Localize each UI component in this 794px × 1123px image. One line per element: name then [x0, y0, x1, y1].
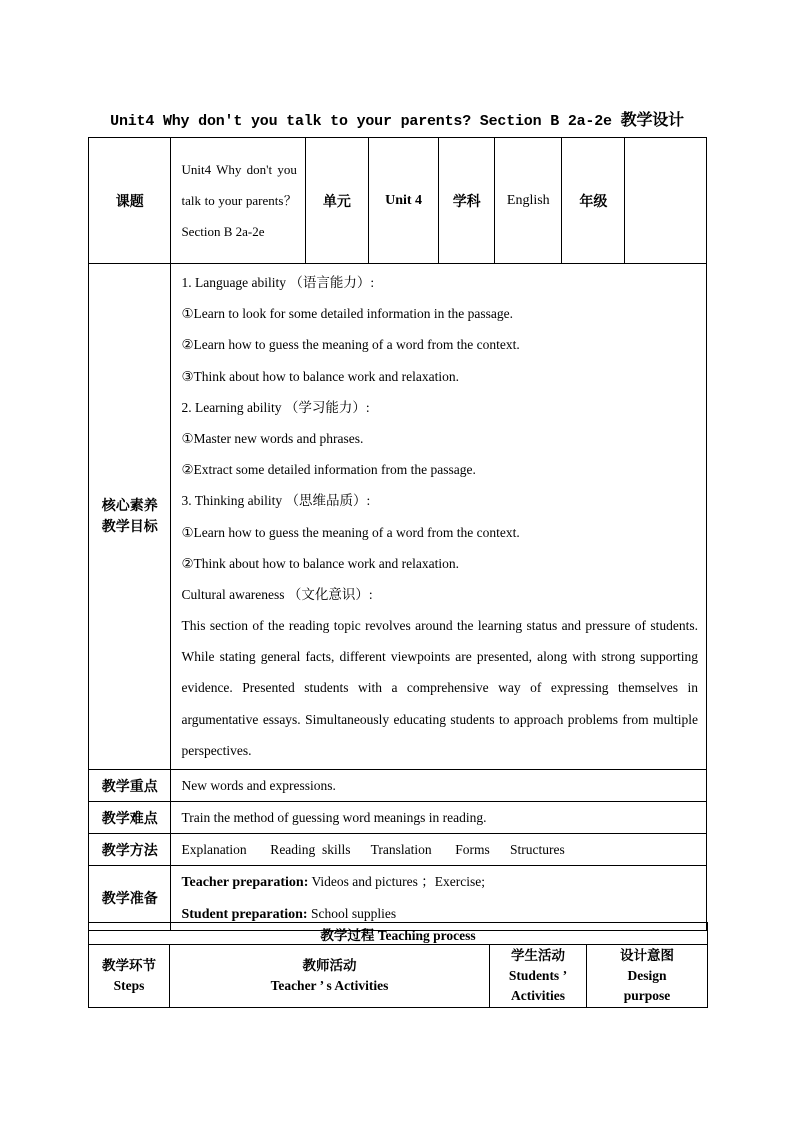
student-activities-cn: 学生活动 [511, 948, 565, 964]
goal-line: ②Think about how to balance work and relaxation. [181, 555, 459, 571]
grade-label: 年级 [562, 138, 625, 264]
student-activities-header [490, 945, 587, 1008]
process-title-row [89, 923, 708, 945]
student-activities-en1: Students ’ [508, 968, 568, 983]
goal-line: ①Master new words and phrases. [181, 430, 364, 446]
goal-line: ①Learn how to guess the meaning of a word from the context. [181, 524, 520, 540]
teacher-preparation-value: Videos and pictures ；Exercise; [308, 874, 485, 890]
design-purpose-cn: 设计意图 [620, 948, 674, 964]
document-title [0, 107, 794, 130]
topic-value: Unit4 Why don't you talk to your parents？ Section B 2a-2e [171, 138, 305, 264]
student-preparation-label: Student preparation: [181, 907, 308, 923]
methods-row [89, 834, 707, 866]
goal-line: 2. Learning ability （学习能力）: [181, 399, 370, 415]
topic-label: 课题 [89, 138, 171, 264]
methods-label: 教学方法 [89, 834, 171, 866]
teacher-activities-header [170, 945, 490, 1008]
title-en: Unit4 Why don't you talk to your parents? Section B 2a-2e [110, 113, 612, 130]
goal-line: ①Learn to look for some detailed information in the passage. [181, 306, 513, 322]
steps-header-cn: 教学环节 [102, 958, 156, 974]
topic-row [89, 138, 707, 264]
lesson-info-table [88, 137, 707, 931]
goals-label: 核心素养教学目标 [89, 264, 171, 770]
teacher-activities-cn: 教师活动 [302, 958, 357, 974]
difficulties-value: Train the method of guessing word meanings in reading. [171, 802, 707, 834]
preparation-row [89, 866, 707, 931]
goal-line: Cultural awareness （文化意识）: [181, 586, 373, 602]
teacher-preparation [181, 866, 706, 898]
subject-label: 学科 [439, 138, 495, 264]
process-title-en: Teaching process [374, 927, 476, 943]
grade-value [625, 138, 707, 264]
process-title-cn: 教学过程 [320, 927, 375, 944]
subject-value: English [495, 138, 562, 264]
preparation-value [171, 866, 707, 931]
key-points-value: New words and expressions. [171, 770, 707, 802]
unit-value: Unit 4 [368, 138, 438, 264]
unit-label: 单元 [305, 138, 368, 264]
goal-line: 3. Thinking ability （思维品质）: [181, 493, 371, 509]
process-header-row [89, 945, 708, 1008]
key-points-row [89, 770, 707, 802]
student-activities-en2: Activities [511, 988, 565, 1003]
steps-header-en: Steps [113, 978, 145, 993]
title-cn: 教学设计 [620, 110, 684, 129]
teacher-activities-en: Teacher ’ s Activities [270, 978, 389, 993]
goals-content [171, 264, 707, 770]
goal-line: 1. Language ability （语言能力）: [181, 275, 375, 290]
process-title [89, 923, 708, 945]
cultural-paragraph: This section of the reading topic revolves around the learning status and pressure of students. While stating general facts, different viewpoints are presented, along with strong supporting evidence. Presented students with a comprehensive way of expressing themselves in argumentative essays. Simultaneously educating students to approach problems from multiple perspectives. [181, 618, 698, 758]
steps-header [89, 945, 170, 1008]
preparation-label: 教学准备 [89, 866, 171, 931]
teacher-preparation-label: Teacher preparation: [181, 875, 309, 891]
student-preparation-value: School supplies [307, 906, 397, 922]
design-purpose-en1: Design [627, 968, 667, 983]
goals-row [89, 264, 707, 770]
difficulties-label: 教学难点 [89, 802, 171, 834]
goal-line: ②Learn how to guess the meaning of a word from the context. [181, 337, 520, 353]
key-points-label: 教学重点 [89, 770, 171, 802]
goal-line: ②Extract some detailed information from the passage. [181, 462, 476, 478]
goal-line: ③Think about how to balance work and relaxation. [181, 368, 459, 384]
difficulties-row [89, 802, 707, 834]
design-purpose-header [587, 945, 708, 1008]
teaching-process-table [88, 922, 708, 1008]
methods-value: Explanation Reading skills Translation Forms Structures [171, 834, 707, 866]
design-purpose-en2: purpose [623, 988, 671, 1003]
